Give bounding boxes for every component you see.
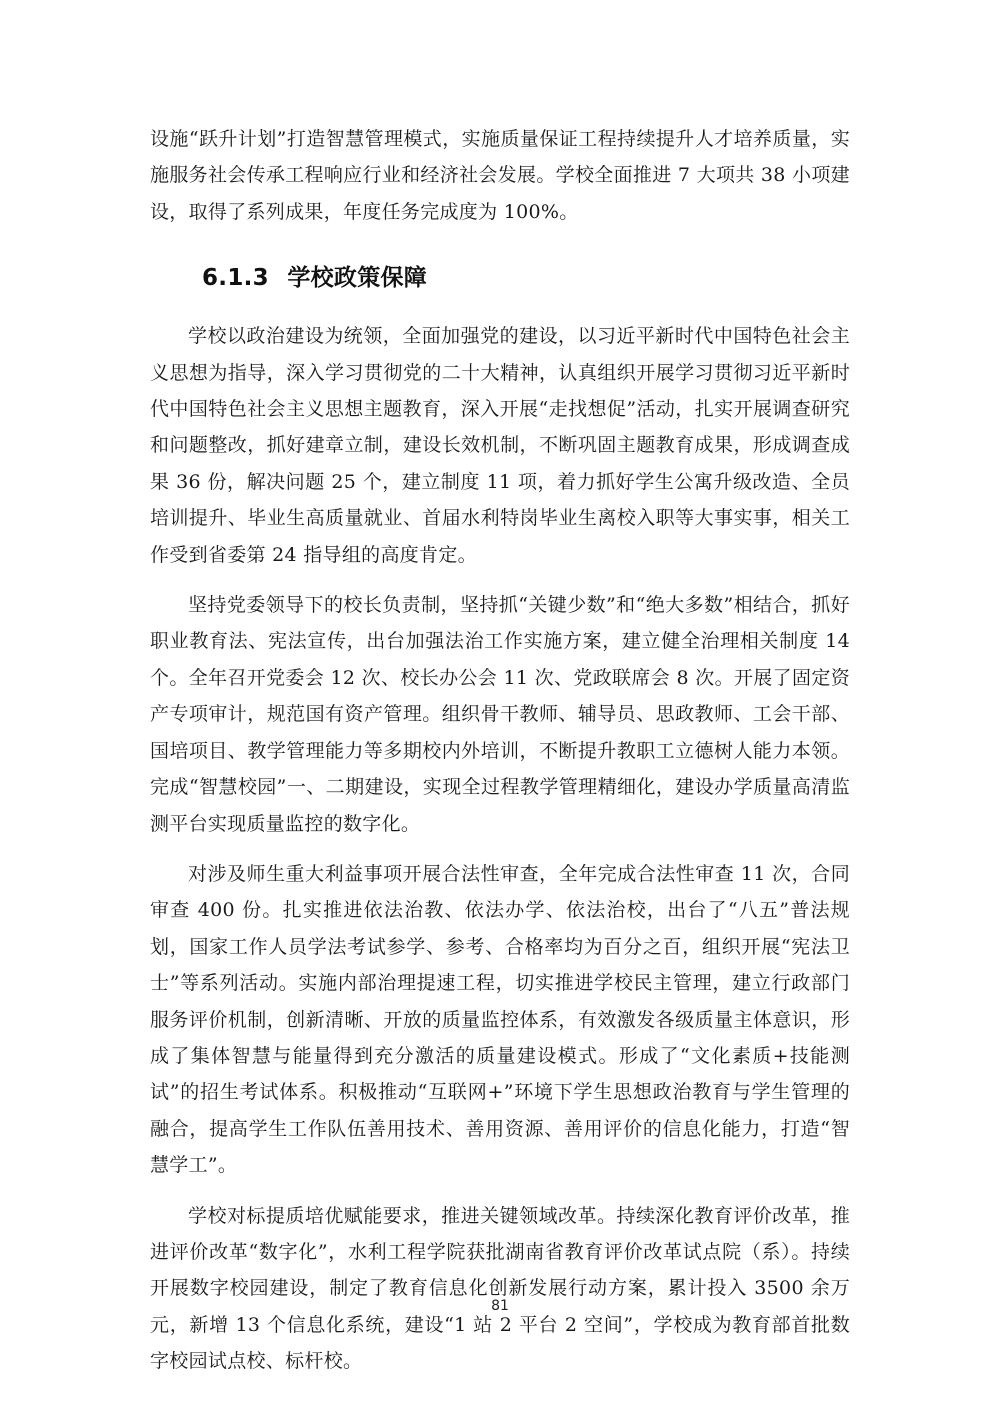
- paragraph-governance: 坚持党委领导下的校长负责制，坚持抓“关键少数”和“绝大多数”相结合，抓好职业教育法、宪法宣传，出台加强法治工作实施方案，建立健全治理相关制度 14 个。全年召开党委会 12 次、校长办公会 11 次、党政联席会 8 次。开展了固定资产专项审计，规范国有资产管理。组织骨干教师、辅导员、思政教师、工会干部、国培项目、教学管理能力等多期校内外培训，不断提升教职工立德树人能力本领。完成“智慧校园”一、二期建设，实现全过程教学管理精细化，建设办学质量高清监测平台实现质量监控的数字化。: [150, 594, 850, 835]
- document-body: [150, 121, 850, 1394]
- paragraph-party-building: 学校以政治建设为统领，全面加强党的建设，以习近平新时代中国特色社会主义思想为指导，深入学习贯彻党的二十大精神，认真组织开展学习贯彻习近平新时代中国特色社会主义思想主题教育，深入开展“走找想促”活动，扎实开展调查研究和问题整改，抓好建章立制，建设长效机制，不断巩固主题教育成果，形成调查成果 36 份，解决问题 25 个，建立制度 11 项，着力抓好学生公寓升级改造、全员培训提升、毕业生高质量就业、首届水利特岗毕业生离校入职等大事实事，相关工作受到省委第 24 指导组的高度肯定。: [150, 325, 850, 566]
- section-heading: [202, 260, 850, 296]
- section-title: 学校政策保障: [287, 265, 428, 292]
- page-number: 81: [491, 1298, 509, 1314]
- paragraph-continued: 设施“跃升计划”打造智慧管理模式，实施质量保证工程持续提升人才培养质量，实施服务社会传承工程响应行业和经济社会发展。学校全面推进 7 大项共 38 小项建设，取得了系列成果，年度任务完成度为 100%。: [150, 128, 850, 223]
- paragraph-reform: 学校对标提质培优赋能要求，推进关键领域改革。持续深化教育评价改革，推进评价改革“数字化”，水利工程学院获批湖南省教育评价改革试点院（系）。持续开展数字校园建设，制定了教育信息化创新发展行动方案，累计投入 3500 余万元，新增 13 个信息化系统，建设“1 站 2 平台 2 空间”，学校成为教育部首批数字校园试点校、标杆校。: [150, 1204, 850, 1373]
- section-number: 6.1.3: [202, 265, 269, 292]
- paragraph-legal-review: 对涉及师生重大利益事项开展合法性审查，全年完成合法性审查 11 次，合同审查 400 份。扎实推进依法治教、依法办学、依法治校，出台了“八五”普法规划，国家工作人员学法考试参学、参考、合格率均为百分之百，组织开展“宪法卫士”等系列活动。实施内部治理提速工程，切实推进学校民主管理，建立行政部门服务评价机制，创新清晰、开放的质量监控体系，有效激发各级质量主体意识，形成了集体智慧与能量得到充分激活的质量建设模式。形成了“文化素质+技能测试”的招生考试体系。积极推动“互联网+”环境下学生思想政治教育与学生管理的融合，提高学生工作队伍善用技术、善用资源、善用评价的信息化能力，打造“智慧学工”。: [150, 862, 850, 1177]
